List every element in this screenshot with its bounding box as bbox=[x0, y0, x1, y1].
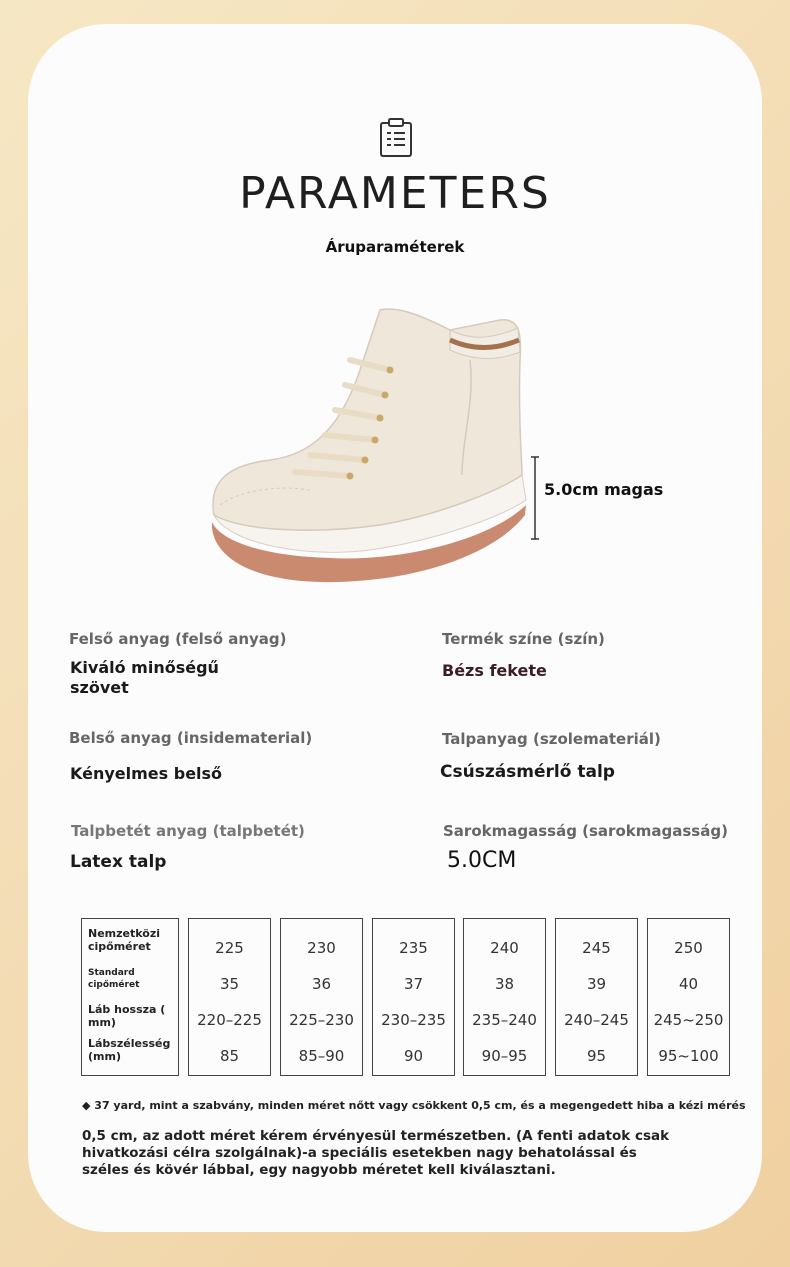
size-cell: 85 bbox=[219, 1047, 240, 1065]
size-column bbox=[280, 918, 363, 1076]
size-note: ◆ 37 yard, mint a szabvány, minden méret nőtt vagy csökkent 0,5 cm, és a megengedett hiba a kézi mérés bbox=[82, 1099, 746, 1112]
param-label-sole-material: Talpanyag (szolemateriál) bbox=[442, 730, 661, 748]
size-column bbox=[463, 918, 546, 1076]
size-cell: 230–235 bbox=[381, 1011, 446, 1029]
size-cell: 235–240 bbox=[472, 1011, 537, 1029]
param-value-insole-material: Latex talp bbox=[70, 852, 167, 872]
page-subtitle: Áruparaméterek bbox=[325, 238, 465, 256]
size-row-header-standard: Standard cipőméret bbox=[88, 968, 140, 990]
param-value-color: Bézs fekete bbox=[442, 661, 547, 680]
param-value-heel-height: 5.0CM bbox=[447, 848, 517, 873]
param-label-color: Termék színe (szín) bbox=[442, 630, 605, 648]
param-label-insole-material: Talpbetét anyag (talpbetét) bbox=[71, 822, 305, 840]
size-cell: 220–225 bbox=[197, 1011, 262, 1029]
size-column bbox=[555, 918, 638, 1076]
size-cell: 39 bbox=[586, 975, 607, 993]
size-row-header-international: Nemzetközi cipőméret bbox=[88, 927, 160, 953]
param-label-inner-material: Belső anyag (insidematerial) bbox=[69, 729, 313, 747]
size-cell: 240–245 bbox=[564, 1011, 629, 1029]
size-row-header-foot-length: Láb hossza ( mm) bbox=[88, 1003, 166, 1029]
size-cell: 225–230 bbox=[289, 1011, 354, 1029]
size-cell: 35 bbox=[219, 975, 240, 993]
size-cell: 95~100 bbox=[658, 1047, 719, 1065]
size-cell: 95 bbox=[586, 1047, 607, 1065]
param-value-inner-material: Kényelmes belső bbox=[70, 764, 223, 783]
size-cell: 225 bbox=[215, 939, 244, 957]
size-cell: 36 bbox=[311, 975, 332, 993]
size-cell: 240 bbox=[490, 939, 519, 957]
size-cell: 90–95 bbox=[481, 1047, 528, 1065]
size-cell: 235 bbox=[399, 939, 428, 957]
size-table-header bbox=[81, 918, 179, 1076]
size-column bbox=[188, 918, 271, 1076]
size-cell: 230 bbox=[307, 939, 336, 957]
size-cell: 37 bbox=[403, 975, 424, 993]
ankle-boot-image bbox=[200, 300, 540, 590]
size-cell: 245~250 bbox=[653, 1011, 724, 1029]
clipboard-icon bbox=[378, 118, 414, 158]
size-cell: 85–90 bbox=[298, 1047, 345, 1065]
param-label-upper-material: Felső anyag (felső anyag) bbox=[69, 630, 287, 648]
size-cell: 40 bbox=[678, 975, 699, 993]
heel-height-label: 5.0cm magas bbox=[544, 480, 664, 499]
size-cell: 245 bbox=[582, 939, 611, 957]
page-title: PARAMETERS bbox=[239, 168, 551, 219]
param-value-sole-material: Csúszásmérlő talp bbox=[440, 762, 615, 782]
size-disclaimer: 0,5 cm, az adott méret kérem érvényesül természetben. (A fenti adatok csak hivatkozási célra szolgálnak)-a speciális esetekben nagy behatolással és széles és kövér lábbal, egy nagyobb méretet kell kiválasztani. bbox=[82, 1128, 670, 1178]
param-label-heel-height: Sarokmagasság (sarokmagasság) bbox=[443, 822, 728, 840]
size-cell: 250 bbox=[674, 939, 703, 957]
height-marker bbox=[530, 456, 540, 540]
size-cell: 38 bbox=[494, 975, 515, 993]
param-value-upper-material: Kiváló minőségű szövet bbox=[70, 658, 219, 697]
size-column bbox=[647, 918, 730, 1076]
size-column bbox=[372, 918, 455, 1076]
size-row-header-foot-width: Lábszélesség (mm) bbox=[88, 1037, 171, 1063]
size-cell: 90 bbox=[403, 1047, 424, 1065]
